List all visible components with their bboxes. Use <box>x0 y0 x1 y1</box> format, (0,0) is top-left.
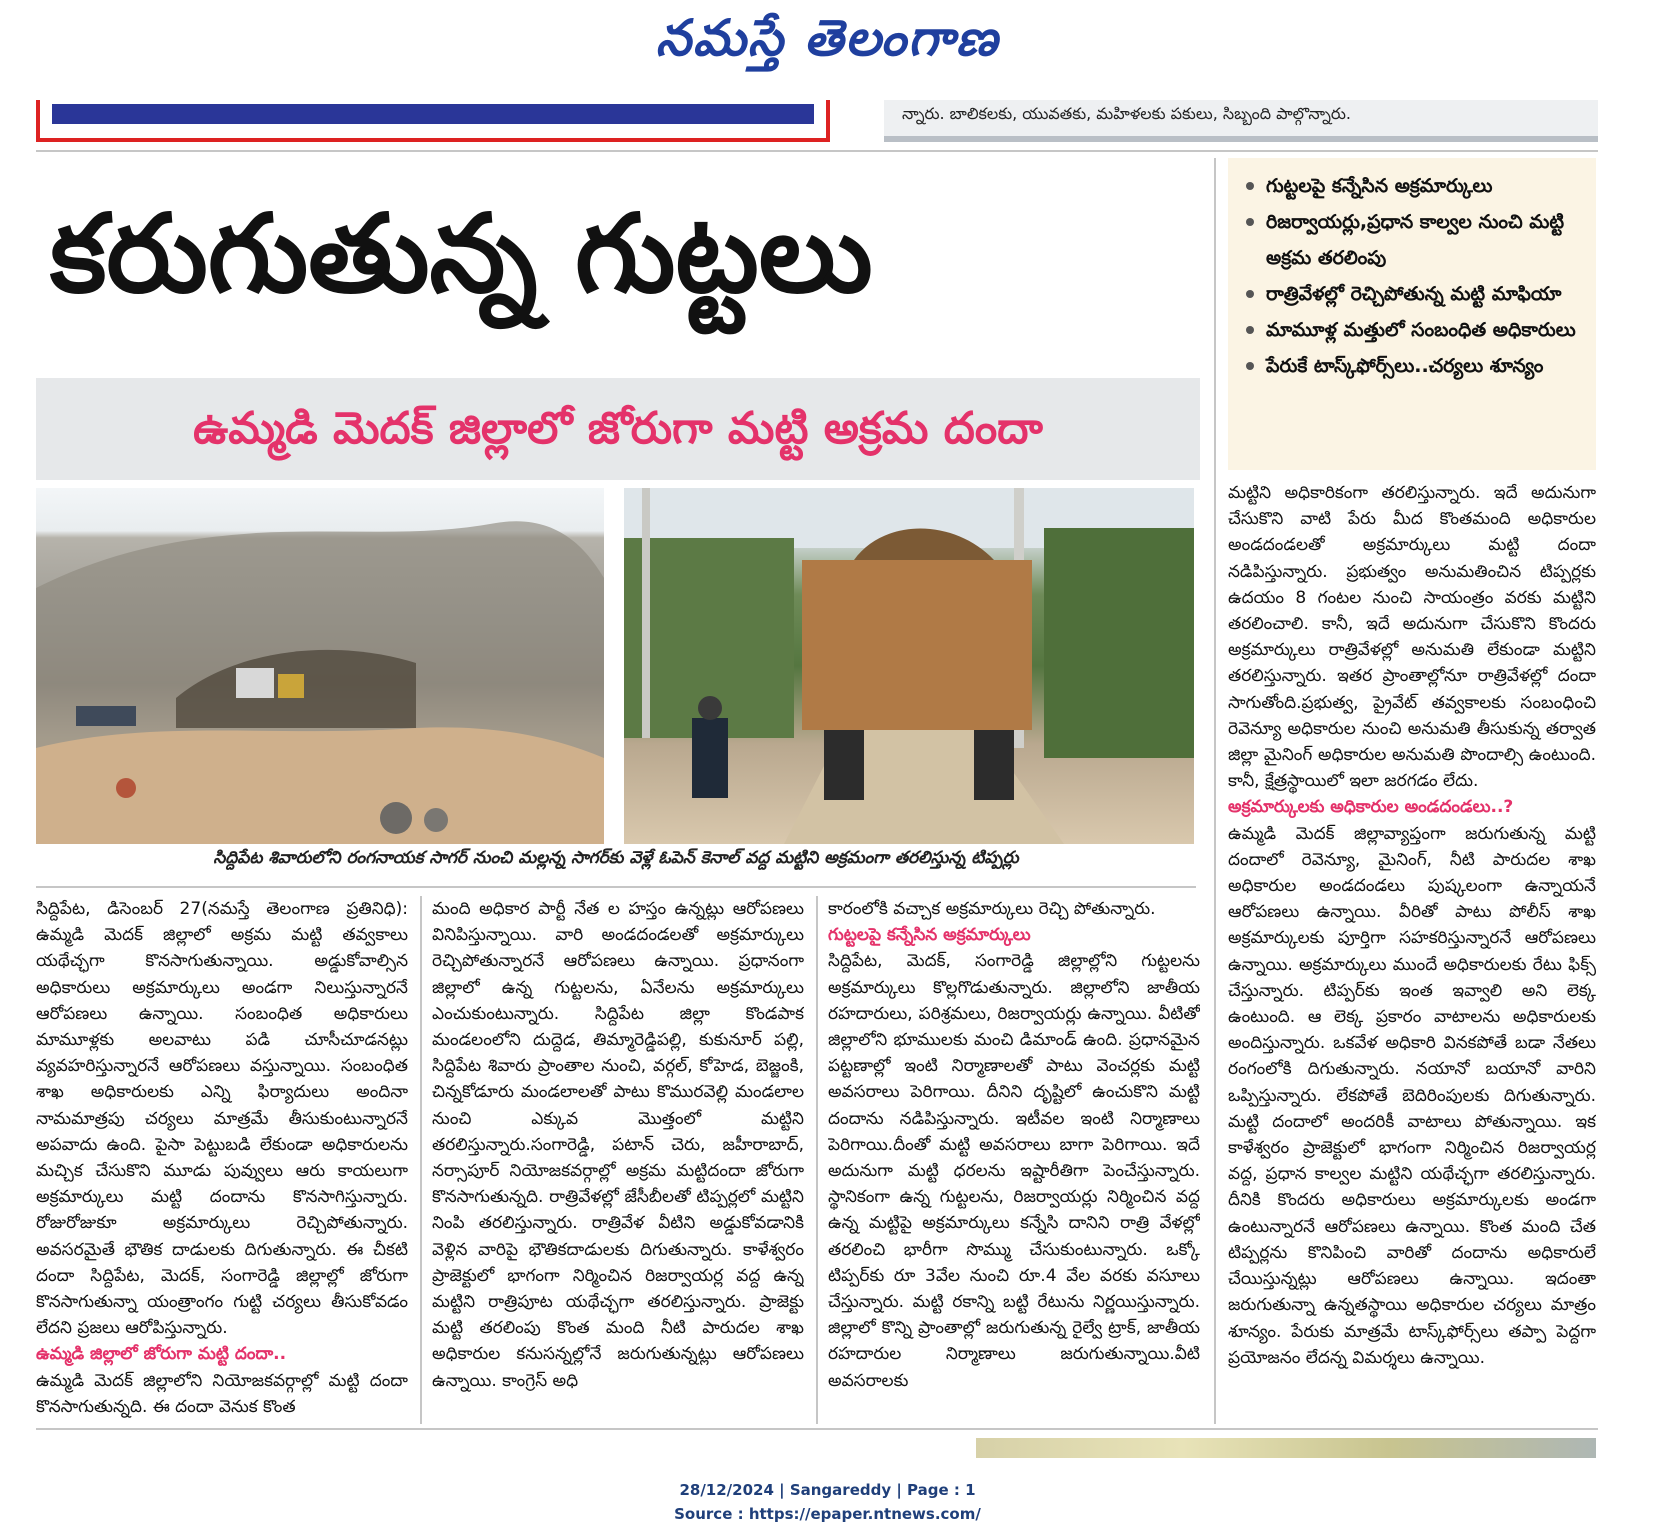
header-divider <box>36 150 1598 152</box>
section-subheading: గుట్టలపై కన్నేసిన అక్రమార్కులు <box>828 925 1031 946</box>
highlight-item: గుట్టలపై కన్నేసిన అక్రమార్కులు <box>1240 168 1590 204</box>
highlight-item: రాత్రివేళల్లో రెచ్చిపోతున్న మట్టి మాఫియా <box>1240 276 1590 312</box>
article-paragraph: కారంలోకి వచ్చాక అక్రమార్కులు రెచ్చి పోతున్నారు. <box>828 899 1156 919</box>
column-divider <box>1214 158 1216 1424</box>
article-column-2 <box>432 896 804 1424</box>
article-paragraph: మంది అధికార పార్టీ నేత ల హస్తం ఉన్నట్లు ఆరోపణలు వినిపిస్తున్నాయి. వారి అండదండలతో అక్రమార్కులు రెచ్చిపోతున్నారనే ఆరోపణలు ఉన్నాయి. ప్రధానంగా జిల్లాలో ఉన్న గుట్టలను, ఏనేలను అక్రమార్కులు ఎంచుకుంటున్నారు. సిద్దిపేట జిల్లా కొండపాక మండలంలోని దుద్దెడ, తిమ్మారెడ్డిపల్లి, కుకునూర్ పల్లి, సిద్దిపేట శివారు ప్రాంతాల నుంచి, వర్గల్, కోహెడ, బెజ్జంకి, చిన్నకోడూరు మండలాలతో పాటు కొమురవెల్లి మండలాల నుంచి ఎక్కువ మొత్తంలో మట్టిని తరలిస్తున్నారు.సంగారెడ్డి, పటాన్ చెరు, జహీరాబాద్, నర్సాపూర్ నియోజకవర్గాల్లో అక్రమ మట్టిదందా జోరుగా కొనసాగుతున్నది. రాత్రివేళల్లో జేసీబీలతో టిప్పర్లలో మట్టిని నింపి తరలిస్తున్నారు. రాత్రివేళ వీటిని అడ్డుకోవడానికి వెళ్లిన వారిపై భౌతికదాడులకు దిగుతున్నారు. కాళేశ్వరం ప్రాజెక్టులో భాగంగా నిర్మించిన రిజర్వాయర్ల వద్ద ఉన్న మట్టిని రాత్రిపూట యథేచ్ఛగా తరలిస్తున్నారు. ప్రాజెక్టు మట్టి తరలింపు కొంత మంది నీటి పారుదల శాఖ అధికారుల కనుసన్నల్లోనే జరుగుతున్నట్లు ఆరోపణలు ఉన్నాయి. కాంగ్రెస్ అధి <box>432 899 804 1391</box>
quarry-photo-art <box>36 488 604 844</box>
article-paragraph: సిద్దిపేట, డిసెంబర్ 27(నమస్తే తెలంగాణ ప్రతినిధి): ఉమ్మడి మెదక్ జిల్లాలో అక్రమ మట్టి తవ్వకాలు యథేచ్ఛగా కొనసాగుతున్నాయి. అడ్డుకోవాల్సిన అధికారులు అక్రమార్కులు అండగా నిలుస్తున్నారనే ఆరోపణలు ఉన్నాయి. సంబంధిత అధికారులు మామూళ్లకు అలవాటు పడి చూసీచూడనట్లు వ్యవహరిస్తున్నారనే ఆరోపణలు వస్తున్నాయి. సంబంధిత శాఖ అధికారులకు ఎన్ని ఫిర్యాదులు అందినా నామమాత్రపు చర్యలు మాత్రమే తీసుకుంటున్నారనే అపవాదు ఉంది. పైసా పెట్టుబడి లేకుండా అధికారులను మచ్చిక చేసుకొని మూడు పువ్వులు ఆరు కాయలుగా అక్రమార్కులు మట్టి దందాను కొనసాగిస్తున్నారు. రోజురోజుకూ అక్రమార్కులు రెచ్చిపోతున్నారు. అవసరమైతే భౌతిక దాడులకు దిగుతున్నారు. ఈ చీకటి దందా సిద్దిపేట, మెదక్, సంగారెడ్డి జిల్లాల్లో జోరుగా కొనసాగుతున్నా యంత్రాంగం గుట్టి చర్యలు తీసుకోవడం లేదని ప్రజలు ఆరోపిస్తున్నారు. <box>36 899 408 1339</box>
highlight-item: పేరుకే టాస్క్‌ఫోర్స్‌లు..చర్యలు శూన్యం <box>1240 348 1590 384</box>
source-url-line[interactable]: Source : https://epaper.ntnews.com/ <box>674 1505 981 1523</box>
highlights-box <box>1228 158 1596 470</box>
article-paragraph: సిద్దిపేట, మెదక్, సంగారెడ్డి జిల్లాల్లోని గుట్టలను అక్రమార్కులు కొల్లగొడుతున్నారు. జిల్లాలోని జాతీయ రహదారులు, పరిశ్రమలు, రిజర్వాయర్లు ఉన్నాయి. వీటితో జిల్లాలోని భూములకు మంచి డిమాండ్ ఉంది. ప్రధానమైన పట్టణాల్లో ఇంటి నిర్మాణాలతో పాటు వెంచర్లకు మట్టి అవసరాలు పెరిగాయి. దీనిని దృష్టిలో ఉంచుకొని మట్టి దందాను నడిపిస్తున్నారు. ఇటీవల ఇంటి నిర్మాణాలు పెరిగాయి.దీంతో మట్టి అవసరాలు బాగా పెరిగాయి. ఇదే అదునుగా మట్టి ధరలను ఇష్టారీతిగా పెంచేస్తున్నారు. స్థానికంగా ఉన్న గుట్టలను, రిజర్వాయర్లు నిర్మించిన వద్ద ఉన్న మట్టిపై అక్రమార్కులు కన్నేసి దానిని రాత్రి వేళల్లో తరలించి భారీగా సొమ్ము చేసుకుంటున్నారు. ఒక్కో టిప్పర్‌కు రూ 3వేల నుంచి రూ.4 వేల వరకు వసూలు చేస్తున్నారు. మట్టి రకాన్ని బట్టి రేటును నిర్ణయిస్తున్నారు. జిల్లాలో కొన్ని ప్రాంతాల్లో జరుగుతున్న రైల్వే ట్రాక్, జాతీయ రహదారుల నిర్మాణాలు జరుగుతున్నాయి.వీటి అవసరాలకు <box>828 951 1200 1391</box>
quarry-photo <box>36 488 604 844</box>
article-paragraph: ఉమ్మడి మెదక్ జిల్లాలోని నియోజకవర్గాల్లో మట్టి దందా కొనసాగుతున్నది. ఈ దందా వెనుక కొంత <box>36 1370 408 1417</box>
column-divider <box>816 896 818 1424</box>
section-subheading: అక్రమార్కులకు అధికారుల అండదండలు..? <box>1228 797 1514 818</box>
tipper-truck-photo <box>624 488 1194 844</box>
footer-divider <box>36 1428 1598 1430</box>
newspaper-masthead: నమస్తే తెలంగాణ <box>655 8 1000 67</box>
tipper-truck-photo-art <box>624 488 1194 844</box>
article-paragraph: ఉమ్మడి మెదక్ జిల్లావ్యాప్తంగా జరుగుతున్న మట్టి దందాలో రెవెన్యూ, మైనింగ్, నీటి పారుదల శాఖ అధికారుల అండదండలు పుష్కలంగా ఉన్నాయనే ఆరోపణలు ఉన్నాయి. వీరితో పాటు పోలీస్ శాఖ అక్రమార్కులకు పూర్తిగా సహకరిస్తున్నారనే ఆరోపణలు ఉన్నాయి. అక్రమార్కులు ముందే అధికారులకు రేటు ఫిక్స్ చేస్తున్నారు. టిప్పర్‌కు ఇంత ఇవ్వాలి అని లెక్క ఉంటుంది. ఆ లెక్క ప్రకారం వాటాలను అధికారులకు అందిస్తున్నారు. ఒకవేళ అధికారి వినకపోతే బడా నేతలు రంగంలోకి దిగుతున్నారు. నయానో బయానో వారిని ఒప్పిస్తున్నారు. లేకపోతే బెదిరింపులకు దిగుతున్నారు. మట్టి దందాలో అందరికీ వాటాలు పోతున్నాయి. ఇక కాళేశ్వరం ప్రాజెక్టులో భాగంగా నిర్మించిన రిజర్వాయర్ల వద్ద, ప్రధాన కాల్వల మట్టిని యథేచ్ఛగా తరలిస్తున్నారు. దీనికి కొందరు అధికారులు అక్రమార్కులకు అండగా ఉంటున్నారనే ఆరోపణలు ఉన్నాయి. కొంత మంది చేత టిప్పర్లను కొనిపించి వారితో దందాను అధికారులే చేయిస్తున్నట్లు ఆరోపణలు ఉన్నాయి. ఇదంతా జరుగుతున్నా ఉన్నతస్థాయి అధికారుల చర్యలు మాత్రం శూన్యం. పేరుకు మాత్రమే టాస్క్‌ఫోర్స్‌లు తప్పా పెద్దగా ప్రయోజనం లేదన్న విమర్శలు ఉన్నాయి. <box>1228 823 1596 1368</box>
article-subheadline: ఉమ్మడి మెదక్ జిల్లాలో జోరుగా మట్టి అక్రమ దందా <box>193 403 1043 454</box>
edition-date-line: 28/12/2024 | Sangareddy | Page : 1 <box>679 1481 976 1499</box>
section-subheading: ఉమ్మడి జిల్లాలో జోరుగా మట్టి దందా.. <box>36 1344 287 1365</box>
photo-caption: సిద్దిపేట శివారులోని రంగనాయక సాగర్ నుంచి మల్లన్న సాగర్‌కు వెళ్లే ఓపెన్ కెనాల్ వద్ద మట్టిని అక్రమంగా తరలిస్తున్న టిప్పర్లు <box>213 848 1019 868</box>
article-column-1 <box>36 896 408 1424</box>
next-article-photo-strip <box>976 1438 1596 1458</box>
article-column-4 <box>1228 480 1596 1424</box>
highlight-item: రిజర్వాయర్లు,ప్రధాన కాల్వల నుంచి మట్టి అక్రమ తరలింపు <box>1240 204 1590 276</box>
caption-divider <box>36 886 1196 888</box>
column-divider <box>420 896 422 1424</box>
highlight-item: మామూళ్ల మత్తులో సంబంధిత అధికారులు <box>1240 312 1590 348</box>
article-paragraph: మట్టిని అధికారికంగా తరలిస్తున్నారు. ఇదే అదునుగా చేసుకొని వాటి పేరు మీద కొంతమంది అధికారుల అండదండలతో అక్రమార్కులు మట్టి దందా నడిపిస్తున్నారు. ప్రభుత్వం అనుమతించిన టిప్పర్లకు ఉదయం 8 గంటల నుంచి సాయంత్రం వరకు మట్టిని తరలించాలి. కానీ, ఇదే అదునుగా చేసుకొని కొందరు అక్రమార్కులు రాత్రివేళల్లో అనుమతి లేకుండా మట్టిని తరలిస్తున్నారు. ఇతర ప్రాంతాల్లోనూ రాత్రివేళల్లో దందా సాగుతోంది.ప్రభుత్వ, ప్రైవేట్ తవ్వకాలకు సంబంధించి రెవెన్యూ అధికారుల నుంచి అనుమతి తీసుకున్న తర్వాత జిల్లా మైనింగ్ అధికారుల అనుమతి పొందాల్సి ఉంటుంది. కానీ, క్షేత్రస్థాయిలో ఇలా జరగడం లేదు. <box>1228 483 1596 792</box>
page-footer <box>0 1478 1655 1526</box>
article-headline: కరుగుతున్న గుట్టలు <box>50 192 873 317</box>
top-article-snippet: న్నారు. బాలికలకు, యువతకు, మహిళలకు పకులు, సిబ్బంది పాల్గొన్నారు. <box>884 100 1598 142</box>
top-banner-bar <box>52 104 814 124</box>
article-column-3 <box>828 896 1200 1424</box>
